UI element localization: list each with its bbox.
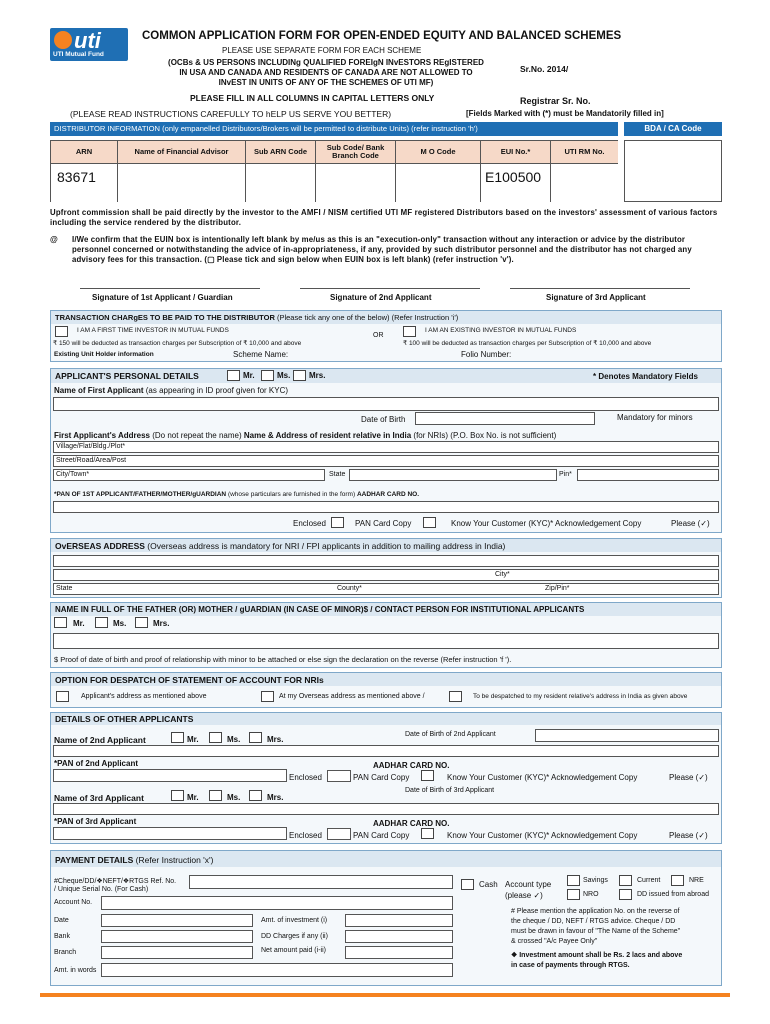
- dd-charges-input[interactable]: [345, 930, 453, 943]
- guardian-ms-checkbox[interactable]: [95, 617, 108, 628]
- street-input[interactable]: [53, 455, 719, 467]
- kyc-label: Know Your Customer (KYC)* Acknowledgement Copy: [451, 519, 642, 528]
- kyc-checkbox[interactable]: [423, 517, 436, 528]
- col-mo-code: M O Code: [396, 141, 481, 164]
- form-title: COMMON APPLICATION FORM FOR OPEN-ENDED EQUITY AND BALANCED SCHEMES: [142, 30, 622, 42]
- cell-mo-code[interactable]: [396, 164, 481, 202]
- third-pan-input[interactable]: [53, 827, 287, 840]
- second-please-label: Please (✓): [669, 773, 708, 782]
- cash-label: Cash: [479, 880, 498, 889]
- col-sub-code: Sub Code/ Bank Branch Code: [316, 141, 396, 164]
- current-checkbox[interactable]: [619, 875, 632, 886]
- fill-caps-note: PLEASE FILL IN ALL COLUMNS IN CAPITAL LETTERS ONLY: [190, 93, 435, 103]
- others-head: DETAILS OF OTHER APPLICANTS: [51, 713, 721, 725]
- first-investor-checkbox[interactable]: [55, 326, 68, 337]
- account-type-label: Account type: [505, 880, 552, 889]
- first-investor-label: I AM A FIRST TIME INVESTOR IN MUTUAL FUNDS: [77, 327, 229, 334]
- pan-input[interactable]: [53, 501, 719, 513]
- first-investor-charge: ₹ 150 will be deducted as transaction charges per Subscription of ₹ 10,000 and above: [53, 340, 302, 347]
- scheme-name-label: Scheme Name:: [233, 350, 289, 359]
- third-aadhar-input[interactable]: [327, 828, 351, 840]
- third-please-label: Please (✓): [669, 831, 708, 840]
- city-input[interactable]: [53, 469, 325, 481]
- guardian-mrs-label: Mrs.: [153, 619, 170, 628]
- despatch-opt3-checkbox[interactable]: [449, 691, 462, 702]
- payment-head: PAYMENT DETAILS (Refer Instruction 'x'): [51, 851, 721, 867]
- ms-label: Ms.: [277, 371, 291, 380]
- existing-investor-charge: ₹ 100 will be deducted as transaction charges per Subscription of ₹ 10,000 and above: [403, 340, 652, 347]
- euin-confirmation: I/We confirm that the EUIN box is intentionally left blank by me/us as this is an "execution-only" transaction without any interaction or advice by the distributor personnel concerned or notwithstanding the advice of in-appropriateness, if any, provided by such distributor personnel and the distributor has not charged any advisory fees for this transaction. (▢ Please tick and sign below when EUIN box is left blank) (refer instruction 'v').: [72, 235, 692, 264]
- overseas-head: OvERSEAS ADDRESS (Overseas address is mandatory for NRI / FPI applicants in addition to mailing address in India): [51, 539, 721, 552]
- first-applicant-name-label: Name of First Applicant (as appearing in ID proof given for KYC): [54, 386, 289, 395]
- ms-checkbox[interactable]: [261, 370, 274, 381]
- nre-checkbox[interactable]: [671, 875, 684, 886]
- second-mrs-checkbox[interactable]: [249, 732, 262, 743]
- guardian-section: [50, 602, 722, 668]
- second-mrs-label: Mrs.: [267, 735, 284, 744]
- uti-logo: [50, 28, 128, 61]
- footer-accent-bar: [40, 993, 730, 997]
- cell-sub-arn[interactable]: [246, 164, 316, 202]
- signature-2: Signature of 2nd Applicant: [330, 293, 432, 302]
- cell-sub-code[interactable]: [316, 164, 396, 202]
- third-dob-label: Date of Birth of 3rd Applicant: [405, 787, 495, 794]
- cell-advisor[interactable]: [118, 164, 246, 202]
- existing-investor-checkbox[interactable]: [403, 326, 416, 337]
- state-label: State: [329, 471, 346, 478]
- col-sub-arn: Sub ARN Code: [246, 141, 316, 164]
- pin-label: Pin*: [559, 471, 572, 478]
- third-mrs-checkbox[interactable]: [249, 790, 262, 801]
- second-applicant-label: Name of 2nd Applicant: [54, 735, 146, 745]
- third-mr-label: Mr.: [187, 793, 199, 802]
- third-applicant-label: Name of 3rd Applicant: [54, 793, 144, 803]
- overseas-line1-input[interactable]: [53, 555, 719, 567]
- euin-value: E100500: [485, 169, 542, 185]
- please-tick-label: Please (✓): [671, 519, 710, 528]
- cheque-ref-input[interactable]: [189, 875, 453, 889]
- third-enclosed-label: Enclosed: [289, 831, 322, 840]
- dd-abroad-label: DD issued from abroad: [637, 891, 709, 898]
- third-kyc-checkbox[interactable]: [421, 828, 434, 839]
- mr-label: Mr.: [243, 371, 255, 380]
- guardian-name-input[interactable]: [53, 633, 719, 649]
- second-pan-input[interactable]: [53, 769, 287, 782]
- sun-icon: [54, 31, 72, 49]
- dob-input[interactable]: [415, 412, 595, 425]
- overseas-address-section: [50, 538, 722, 598]
- third-ms-label: Ms.: [227, 793, 241, 802]
- logo-subtext: UTI Mutual Fund: [53, 51, 104, 58]
- mandatory-note: [Fields Marked with (*) must be Mandatorily filled in]: [466, 109, 664, 118]
- overseas-city-label: City*: [495, 571, 510, 578]
- third-name-input[interactable]: [53, 803, 719, 815]
- despatch-opt1-checkbox[interactable]: [56, 691, 69, 702]
- second-mr-checkbox[interactable]: [171, 732, 184, 743]
- current-label: Current: [637, 877, 661, 884]
- account-no-label: Account No.: [54, 899, 93, 906]
- amt-investment-input[interactable]: [345, 914, 453, 927]
- branch-label: Branch: [54, 949, 77, 956]
- nre-label: NRE: [689, 877, 704, 884]
- first-applicant-name-input[interactable]: [53, 397, 719, 411]
- guardian-head: NAME IN FULL OF THE FATHER (OR) MOTHER / gUARDIAN (IN CASE OF MINOR)$ / CONTACT PERSON FOR INSTITUTIONAL APPLICANTS: [51, 603, 721, 616]
- despatch-section: [50, 672, 722, 708]
- date-label: Date: [54, 917, 69, 924]
- third-ms-checkbox[interactable]: [209, 790, 222, 801]
- col-advisor: Name of Financial Advisor: [118, 141, 246, 164]
- village-label: Village/Flat/Bldg./Plot*: [56, 443, 126, 450]
- second-dob-input[interactable]: [535, 729, 719, 742]
- transaction-charges-section: [50, 310, 722, 362]
- second-ms-label: Ms.: [227, 735, 241, 744]
- third-mrs-label: Mrs.: [267, 793, 284, 802]
- cell-rm[interactable]: [551, 164, 618, 202]
- payment-instructions: # Please mention the application No. on the reverse of the cheque / DD, NEFT / RTGS advice. Cheque / DD must be drawn in favour of "The Name of the Scheme" & crossed "A/c Payee Only" ❖ Investment amount shall be Rs. 2 lacs and above in case of payments through RTGS.: [511, 908, 683, 969]
- address-label: First Applicant's Address (Do not repeat the name) Name & Address of resident relative in India (for NRIs) (P.O. Box No. is not sufficient): [54, 431, 557, 440]
- third-kyc-label: Know Your Customer (KYC)* Acknowledgement Copy: [447, 831, 638, 840]
- overseas-country-label: County*: [337, 585, 362, 592]
- third-pan-label: *PAN of 3rd Applicant: [54, 817, 137, 826]
- second-aadhar-input[interactable]: [327, 770, 351, 782]
- enclosed-label: Enclosed: [293, 519, 326, 528]
- street-label: Street/Road/Area/Post: [56, 457, 127, 464]
- or-label: OR: [373, 332, 384, 339]
- overseas-state-input[interactable]: [53, 583, 719, 595]
- pan-label: *PAN OF 1ST APPLICANT/FATHER/MOTHER/gUARDIAN (whose particulars are furnished in the form) AADHAR CARD NO.: [54, 491, 420, 498]
- despatch-opt2-label: At my Overseas address as mentioned above /: [279, 693, 425, 700]
- third-mr-checkbox[interactable]: [171, 790, 184, 801]
- second-aadhar-label: AADHAR CARD NO.: [373, 761, 450, 770]
- amt-words-label: Amt. in words: [54, 967, 97, 974]
- bda-code-label: BDA / CA Code: [624, 122, 722, 136]
- existing-investor-label: I AM AN EXISTING INVESTOR IN MUTUAL FUNDS: [425, 327, 577, 334]
- folio-number-label: Folio Number:: [461, 350, 512, 359]
- second-dob-label: Date of Birth of 2nd Applicant: [405, 731, 496, 738]
- overseas-line2-input[interactable]: [53, 569, 719, 581]
- second-kyc-label: Know Your Customer (KYC)* Acknowledgement Copy: [447, 773, 638, 782]
- pan-copy-checkbox[interactable]: [331, 517, 344, 528]
- pan-copy-label: PAN Card Copy: [355, 519, 412, 528]
- guardian-mr-checkbox[interactable]: [54, 617, 67, 628]
- pin-input[interactable]: [577, 469, 719, 481]
- second-mr-label: Mr.: [187, 735, 199, 744]
- read-instructions-note: (PLEASE READ INSTRUCTIONS CAREFULLY TO hELP US SERVE YOU BETTER): [70, 109, 392, 119]
- savings-checkbox[interactable]: [567, 875, 580, 886]
- dd-abroad-checkbox[interactable]: [619, 889, 632, 900]
- payment-section: [50, 850, 722, 986]
- sig-line-2: [300, 288, 480, 289]
- account-type-please: (please ✓): [505, 891, 543, 900]
- denotes-mandatory: * Denotes Mandatory Fields: [593, 372, 698, 381]
- minors-label: Mandatory for minors: [617, 413, 693, 422]
- branch-input[interactable]: [101, 946, 253, 959]
- amt-investment-label: Amt. of investment (i): [261, 917, 328, 924]
- personal-details-section: [50, 368, 722, 533]
- nro-label: NRO: [583, 891, 599, 898]
- second-pan-copy-label: PAN Card Copy: [353, 773, 410, 782]
- second-name-input[interactable]: [53, 745, 719, 757]
- proof-note: $ Proof of date of birth and proof of relationship with minor to be attached or else sign the declaration on the reverse (Refer instruction 'f ').: [54, 655, 512, 664]
- logo-brand: uti: [74, 28, 101, 53]
- savings-label: Savings: [583, 877, 608, 884]
- mrs-label: Mrs.: [309, 371, 326, 380]
- sig-line-3: [510, 288, 690, 289]
- guardian-mr-label: Mr.: [73, 619, 85, 628]
- restriction-note: (OCBs & US PERSONS INCLUDINg QUALIFIED FOREIgN INvESTORS REgISTERED IN USA AND CANADA AND RESIDENTS OF CANADA ARE NOT ALLOWED TO INvEST IN UNITS OF ANY OF THE SCHEMES OF UTI MF): [168, 58, 484, 87]
- third-aadhar-label: AADHAR CARD NO.: [373, 819, 450, 828]
- upfront-commission-note: Upfront commission shall be paid directly by the investor to the AMFI / NISM certified UTI MF registered Distributors based on the investors' assessment of various factors including the service rendered by the distributor.: [50, 208, 718, 227]
- second-enclosed-label: Enclosed: [289, 773, 322, 782]
- second-pan-label: *PAN of 2nd Applicant: [54, 759, 138, 768]
- net-amount-label: Net amount paid (i-ii): [261, 947, 326, 954]
- guardian-mrs-checkbox[interactable]: [135, 617, 148, 628]
- col-arn: ARN: [51, 141, 118, 164]
- cheque-label: #Cheque/DD/❖NEFT/❖RTGS Ref. No.: [54, 878, 177, 885]
- despatch-opt3-label: To be despatched to my resident relative's address in India as given above: [473, 693, 688, 700]
- serial-number: Sr.No. 2014/: [520, 64, 569, 74]
- account-no-input[interactable]: [101, 896, 453, 910]
- net-amount-input[interactable]: [345, 946, 453, 959]
- date-input[interactable]: [101, 914, 253, 927]
- distributor-table: [50, 140, 618, 202]
- cheque-label-2: / Unique Serial No. (For Cash): [54, 886, 149, 893]
- overseas-state-label: State: [56, 585, 73, 592]
- form-subtitle: PLEASE USE SEPARATE FORM FOR EACH SCHEME: [222, 46, 422, 55]
- village-input[interactable]: [53, 441, 719, 453]
- mr-checkbox[interactable]: [227, 370, 240, 381]
- distributor-bar: DISTRIBUTOR INFORMATION (only empanelled Distributors/Brokers will be permitted to distribute Units) (refer instruction 'h'): [50, 122, 618, 136]
- dob-label: Date of Birth: [361, 415, 406, 424]
- amt-words-input[interactable]: [101, 963, 453, 977]
- despatch-head: OPTION FOR DESPATCH OF STATEMENT OF ACCOUNT FOR NRIs: [51, 673, 721, 686]
- despatch-opt1-label: Applicant's address as mentioned above: [81, 693, 207, 700]
- col-rm: UTI RM No.: [551, 141, 618, 164]
- second-ms-checkbox[interactable]: [209, 732, 222, 743]
- col-euin: EUI No.*: [481, 141, 551, 164]
- personal-head: APPLICANT'S PERSONAL DETAILS: [51, 369, 721, 383]
- bda-code-field[interactable]: [624, 140, 722, 202]
- mrs-checkbox[interactable]: [293, 370, 306, 381]
- despatch-opt2-checkbox[interactable]: [261, 691, 274, 702]
- dd-charges-label: DD Charges if any (ii): [261, 933, 328, 940]
- confirm-mark: @: [50, 235, 58, 244]
- registrar-serial: Registrar Sr. No.: [520, 96, 591, 106]
- arn-value: 83671: [57, 169, 96, 185]
- bank-input[interactable]: [101, 930, 253, 943]
- city-label: City/Town*: [56, 471, 90, 478]
- unit-holder-label: Existing Unit Holder information: [54, 351, 154, 358]
- other-applicants-section: [50, 712, 722, 844]
- sig-line-1: [80, 288, 260, 289]
- state-input[interactable]: [349, 469, 557, 481]
- bank-label: Bank: [54, 933, 70, 940]
- nro-checkbox[interactable]: [567, 889, 580, 900]
- cash-checkbox[interactable]: [461, 879, 474, 890]
- overseas-zip-label: Zip/Pin*: [545, 585, 570, 592]
- signature-1: Signature of 1st Applicant / Guardian: [92, 293, 233, 302]
- signature-3: Signature of 3rd Applicant: [546, 293, 646, 302]
- guardian-ms-label: Ms.: [113, 619, 127, 628]
- third-pan-copy-label: PAN Card Copy: [353, 831, 410, 840]
- second-kyc-checkbox[interactable]: [421, 770, 434, 781]
- txn-head: TRANSACTION CHARgES TO BE PAID TO THE DISTRIBUTOR (Please tick any one of the below) (Refer Instruction 'i'): [51, 311, 721, 324]
